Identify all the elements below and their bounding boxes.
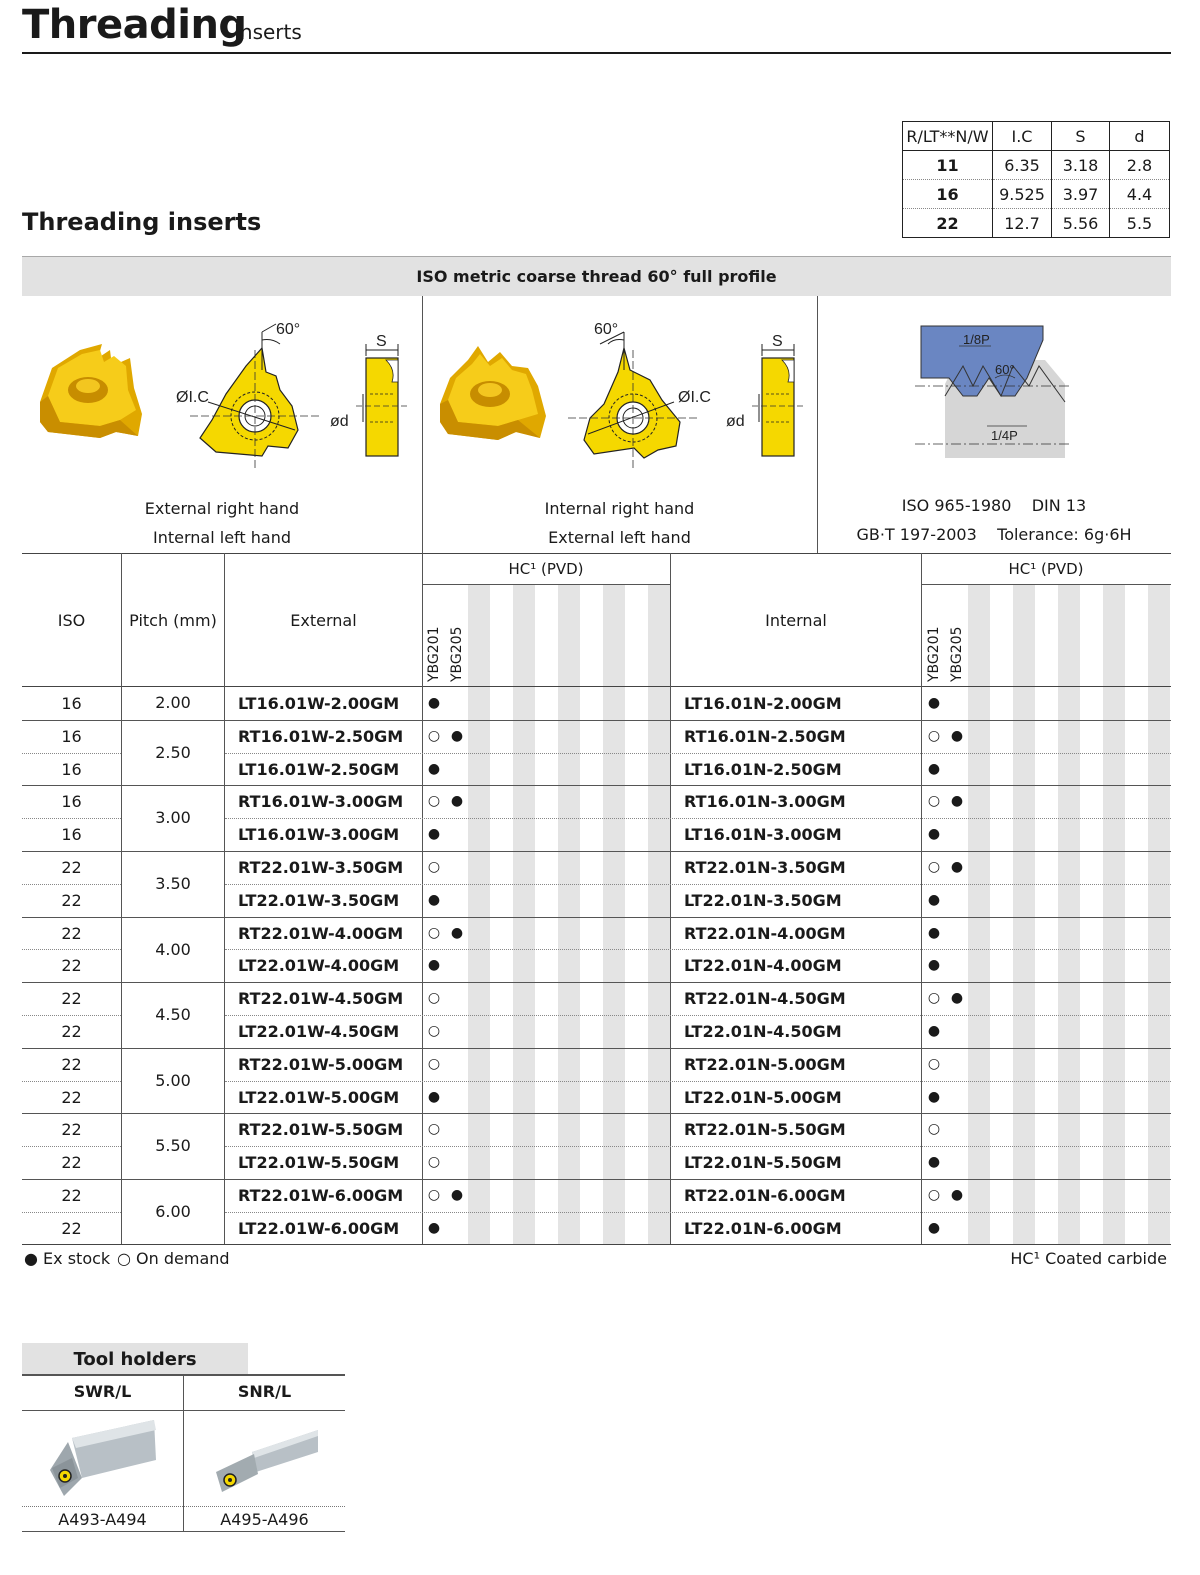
pitch-quarter-label: 1/4P [991, 428, 1018, 443]
grade-mark-ybg201: ○ [927, 1055, 941, 1072]
grade-mark-ybg205 [945, 1212, 969, 1245]
grade-label-ybg205: YBG205 [949, 626, 965, 682]
grade-mark-ybg205 [445, 818, 469, 851]
grade-mark-ybg205 [945, 1048, 969, 1081]
tool-holder-ref[interactable]: A493-A494 [58, 1510, 147, 1529]
internal-code[interactable]: LT22.01N-4.00GM [684, 956, 842, 976]
grade-mark-ybg205: ● [950, 859, 964, 875]
iso-cell: 16 [61, 759, 82, 779]
grade-mark-ybg205 [445, 1081, 469, 1114]
s-label: S [772, 333, 783, 350]
internal-code[interactable]: RT22.01N-5.00GM [684, 1054, 846, 1074]
grade-mark-ybg205 [445, 1113, 469, 1146]
iso-cell: 22 [61, 1153, 82, 1173]
angle-label: 60° [276, 321, 301, 338]
grade-mark-ybg201: ● [427, 891, 441, 908]
caption-middle-1: Internal right hand [544, 499, 695, 518]
iso-cell: 22 [61, 1087, 82, 1107]
snr-tool-icon[interactable] [212, 1422, 322, 1502]
grade-mark-ybg201: ○ [427, 1055, 441, 1072]
grade-mark-ybg205 [445, 949, 469, 982]
grade-label-ybg201: YBG201 [926, 626, 942, 682]
external-code[interactable]: LT16.01W-2.50GM [238, 759, 400, 779]
dims-col-header: d [1110, 122, 1170, 151]
dims-cell: 5.56 [1052, 209, 1110, 238]
internal-code[interactable]: LT16.01N-2.00GM [684, 694, 842, 713]
grade-mark-ybg201: ○ [427, 990, 441, 1007]
internal-insert-figure [428, 310, 816, 480]
grade-mark-ybg205 [945, 753, 969, 786]
grade-mark-ybg205 [945, 818, 969, 851]
external-insert-figure [30, 310, 420, 480]
grade-mark-ybg201: ○ [427, 859, 441, 875]
s-label: S [376, 333, 387, 350]
external-code[interactable]: RT22.01W-4.50GM [238, 989, 404, 1009]
col-header-internal: Internal [765, 611, 827, 630]
iso-cell: 22 [61, 956, 82, 976]
external-code[interactable]: LT22.01W-3.50GM [238, 890, 400, 910]
iso-cell: 22 [61, 858, 82, 877]
external-code[interactable]: RT22.01W-6.00GM [238, 1186, 404, 1205]
external-code[interactable]: RT22.01W-5.00GM [238, 1054, 404, 1074]
external-code[interactable]: RT16.01W-3.00GM [238, 792, 404, 812]
grade-mark-ybg201: ● [927, 924, 941, 941]
grade-mark-ybg201: ● [927, 957, 941, 974]
legend-hc-note: HC¹ Coated carbide [1010, 1249, 1167, 1268]
grade-mark-ybg201: ● [427, 695, 441, 711]
grade-mark-ybg201: ○ [927, 793, 941, 810]
grade-mark-ybg201: ○ [927, 859, 941, 875]
caption-standards-1: ISO 965-1980 DIN 13 [901, 496, 1087, 515]
grade-mark-ybg201: ○ [427, 793, 441, 810]
tool-holders-title: Tool holders [22, 1343, 248, 1374]
hc-group-rule [422, 584, 670, 585]
hc-group-label-external: HC¹ (PVD) [508, 560, 584, 578]
grade-mark-ybg201: ● [427, 826, 441, 843]
dims-cell: 6.35 [993, 151, 1052, 180]
dims-cell: 12.7 [993, 209, 1052, 238]
internal-code[interactable]: LT22.01N-6.00GM [684, 1218, 842, 1238]
iso-cell: 16 [61, 825, 82, 845]
tool-ref-rule [22, 1506, 345, 1507]
internal-code[interactable]: RT22.01N-6.00GM [684, 1186, 846, 1205]
dims-cell: 3.97 [1052, 180, 1110, 209]
dims-cell: 5.5 [1110, 209, 1170, 238]
external-code[interactable]: LT16.01W-2.00GM [238, 694, 400, 713]
pitch-cell: 2.50 [155, 742, 191, 762]
grade-mark-ybg201: ● [927, 1154, 941, 1171]
pitch-cell: 4.00 [155, 939, 191, 959]
grade-label-ybg205: YBG205 [449, 626, 465, 682]
dimensions-table [902, 121, 1170, 238]
grade-mark-ybg205 [445, 884, 469, 917]
col-header-iso: ISO [57, 611, 86, 630]
internal-code[interactable]: LT22.01N-4.50GM [684, 1022, 842, 1041]
dims-cell: 3.18 [1052, 151, 1110, 180]
tool-name-rule [22, 1410, 345, 1411]
grade-mark-ybg201: ○ [427, 1121, 441, 1138]
pitch-eighth-label: 1/8P [963, 332, 990, 347]
dims-col-header: I.C [993, 122, 1052, 151]
external-code[interactable]: LT22.01W-4.00GM [238, 956, 400, 976]
thread-profile-figure [905, 322, 1075, 460]
insert-side-view [330, 333, 410, 456]
dims-col-header: S [1052, 122, 1110, 151]
angle-label: 60° [594, 321, 619, 338]
iso-cell: 22 [61, 989, 82, 1009]
internal-code[interactable]: LT16.01N-2.50GM [684, 759, 842, 779]
grade-mark-ybg205 [945, 949, 969, 982]
ic-label: ØI.C [678, 389, 711, 406]
pitch-cell: 2.00 [155, 693, 191, 712]
caption-left-2: Internal left hand [153, 528, 291, 547]
external-code[interactable]: LT22.01W-6.00GM [238, 1218, 400, 1238]
caption-standards-2: GB·T 197-2003 Tolerance: 6g·6H [856, 525, 1132, 544]
internal-code[interactable]: RT22.01N-5.50GM [684, 1120, 846, 1140]
pitch-cell: 6.00 [155, 1202, 191, 1221]
internal-code[interactable]: LT22.01N-5.50GM [684, 1153, 842, 1173]
tool-holder-ref[interactable]: A495-A496 [220, 1510, 309, 1529]
internal-code[interactable]: RT16.01N-2.50GM [684, 726, 846, 746]
pitch-cell: 5.50 [155, 1136, 191, 1156]
grade-mark-ybg201: ● [927, 826, 941, 843]
page-title: Threading [22, 2, 247, 48]
external-code[interactable]: RT22.01W-5.50GM [238, 1120, 404, 1140]
grade-mark-ybg205 [445, 1048, 469, 1081]
grade-mark-ybg201: ● [427, 760, 441, 777]
grade-mark-ybg201: ○ [427, 727, 441, 744]
iso-cell: 22 [61, 1120, 82, 1140]
dims-cell: 2.8 [1110, 151, 1170, 180]
grade-mark-ybg201: ○ [427, 924, 441, 941]
legend-ex-stock: ● Ex stock [24, 1249, 111, 1268]
grade-mark-ybg201: ● [927, 891, 941, 908]
dims-cell: 11 [903, 151, 993, 180]
grade-mark-ybg201: ○ [927, 1187, 941, 1203]
grade-mark-ybg205 [445, 753, 469, 786]
grade-mark-ybg205 [445, 1146, 469, 1179]
external-code[interactable]: RT22.01W-3.50GM [238, 858, 404, 877]
grade-mark-ybg205: ● [950, 990, 964, 1007]
grade-mark-ybg201: ● [927, 1023, 941, 1039]
iso-cell: 22 [61, 923, 82, 943]
grade-mark-ybg205: ● [950, 793, 964, 810]
grade-mark-ybg201: ● [927, 760, 941, 777]
caption-middle-2: External left hand [548, 528, 691, 547]
pitch-cell: 3.00 [155, 808, 191, 828]
iso-cell: 22 [61, 1054, 82, 1074]
iso-cell: 16 [61, 694, 82, 713]
grade-mark-ybg205 [945, 1081, 969, 1114]
grade-mark-ybg201: ● [427, 1088, 441, 1105]
col-header-external: External [290, 611, 357, 630]
iso-cell: 16 [61, 792, 82, 812]
grade-mark-ybg201: ● [927, 1219, 941, 1236]
grade-mark-ybg201: ○ [427, 1154, 441, 1171]
pitch-cell: 5.00 [155, 1070, 191, 1090]
iso-cell: 22 [61, 890, 82, 910]
grade-mark-ybg205 [445, 982, 469, 1015]
dims-cell: 16 [903, 180, 993, 209]
hc-group-label-internal: HC¹ (PVD) [1008, 560, 1084, 578]
dims-cell: 9.525 [993, 180, 1052, 209]
grade-mark-ybg201: ○ [427, 1187, 441, 1203]
internal-code[interactable]: RT22.01N-3.50GM [684, 858, 846, 877]
grade-mark-ybg201: ○ [927, 727, 941, 744]
grade-mark-ybg201: ○ [427, 1023, 441, 1039]
internal-code[interactable]: LT22.01N-5.00GM [684, 1087, 842, 1107]
legend-on-demand: ○ On demand [117, 1249, 230, 1268]
insert-3d-icon [440, 346, 546, 440]
tool-holder-name: SNR/L [237, 1382, 292, 1401]
grade-mark-ybg205 [445, 1212, 469, 1245]
d-label: ød [726, 413, 745, 430]
insert-front-view [568, 321, 711, 470]
grade-mark-ybg201: ○ [927, 990, 941, 1007]
iso-cell: 22 [61, 1218, 82, 1238]
external-code[interactable]: LT16.01W-3.00GM [238, 825, 400, 845]
grade-mark-ybg205: ● [950, 1187, 964, 1203]
swr-tool-icon[interactable] [42, 1416, 162, 1500]
grade-mark-ybg205 [945, 917, 969, 950]
grade-mark-ybg205 [945, 687, 969, 720]
grade-mark-ybg201: ● [427, 1219, 441, 1236]
col-header-pitch: Pitch (mm) [129, 611, 217, 630]
col-divider [121, 687, 122, 1245]
page-subtitle: Inserts [234, 20, 302, 44]
external-code[interactable]: LT22.01W-5.00GM [238, 1087, 400, 1107]
ic-label: ØI.C [176, 389, 209, 406]
grade-mark-ybg205 [945, 1113, 969, 1146]
thread-angle-label: 60° [995, 362, 1015, 377]
grade-mark-ybg205 [945, 1146, 969, 1179]
grade-mark-ybg205 [445, 1015, 469, 1048]
grade-mark-ybg205 [945, 1015, 969, 1048]
grade-mark-ybg205 [445, 687, 469, 720]
external-code[interactable]: LT22.01W-5.50GM [238, 1153, 400, 1173]
col-divider [224, 687, 225, 1245]
dims-col-header: R/LT**N/W [903, 122, 993, 151]
caption-left-1: External right hand [144, 499, 300, 518]
insert-3d-icon [40, 344, 142, 438]
external-code[interactable]: LT22.01W-4.50GM [238, 1022, 400, 1041]
grade-mark-ybg201: ● [927, 1088, 941, 1105]
grade-mark-ybg205 [945, 884, 969, 917]
iso-cell: 22 [61, 1022, 82, 1041]
table-bottom-rule [22, 1244, 1171, 1245]
grade-mark-ybg205 [445, 851, 469, 884]
pitch-cell: 3.50 [155, 874, 191, 893]
internal-code[interactable]: LT22.01N-3.50GM [684, 890, 842, 910]
external-code[interactable]: RT22.01W-4.00GM [238, 923, 404, 943]
dims-cell: 4.4 [1110, 180, 1170, 209]
pitch-cell: 4.50 [155, 1005, 191, 1025]
tool-holder-name: SWR/L [73, 1382, 132, 1401]
hc-group-rule [921, 584, 1171, 585]
grade-mark-ybg201: ● [927, 695, 941, 711]
internal-code[interactable]: RT22.01N-4.50GM [684, 989, 846, 1009]
profile-band: ISO metric coarse thread 60° full profile [22, 256, 1171, 296]
grade-label-ybg201: YBG201 [426, 626, 442, 682]
grade-mark-ybg201: ● [427, 957, 441, 974]
header-rule [22, 52, 1171, 54]
grade-mark-ybg205: ● [450, 1187, 464, 1203]
tool-holders-box [22, 1374, 345, 1532]
section-title: Threading inserts [22, 208, 262, 236]
grade-mark-ybg205: ● [450, 924, 464, 941]
grade-mark-ybg205: ● [450, 727, 464, 744]
internal-code[interactable]: RT16.01N-3.00GM [684, 792, 846, 812]
d-label: ød [330, 413, 349, 430]
insert-front-view [176, 321, 320, 470]
grade-mark-ybg205: ● [950, 727, 964, 744]
iso-cell: 16 [61, 726, 82, 746]
iso-cell: 22 [61, 1186, 82, 1205]
insert-side-view [726, 333, 806, 456]
dims-cell: 22 [936, 213, 959, 233]
grade-mark-ybg201: ○ [927, 1121, 941, 1138]
internal-code[interactable]: RT22.01N-4.00GM [684, 923, 846, 943]
external-code[interactable]: RT16.01W-2.50GM [238, 726, 404, 746]
internal-code[interactable]: LT16.01N-3.00GM [684, 825, 842, 845]
grade-mark-ybg205: ● [450, 793, 464, 810]
